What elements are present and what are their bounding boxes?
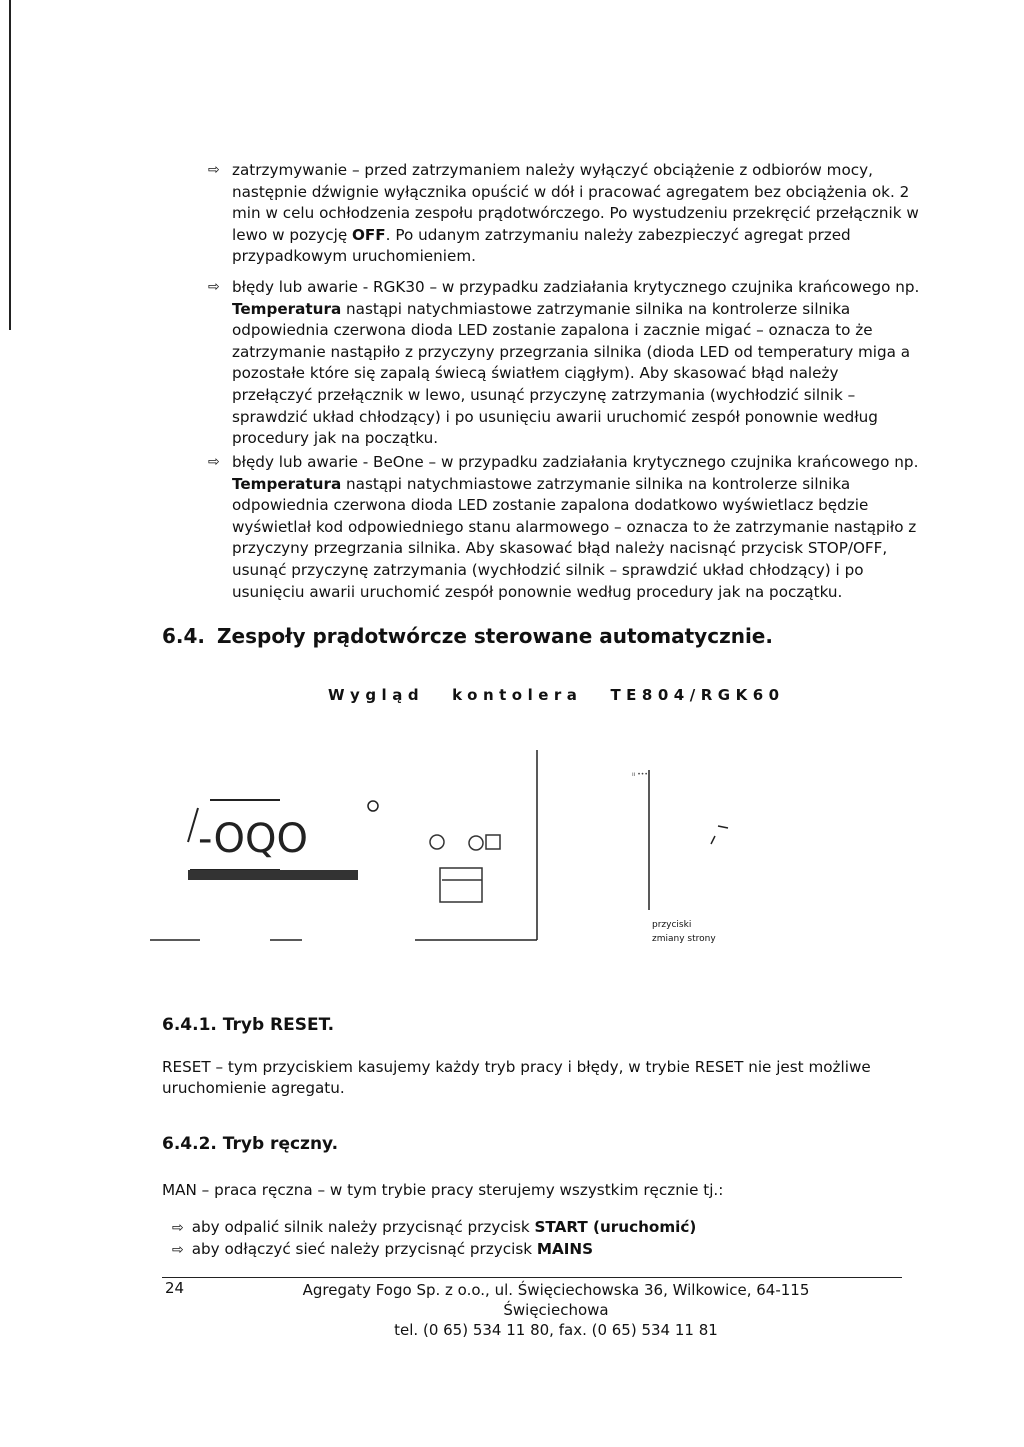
list-item: ⇨ aby odpalić silnik należy przycisnąć przycisk START (uruchomić) — [172, 1218, 697, 1236]
arrow-right-icon: ⇨ — [172, 1220, 184, 1236]
section-heading: 6.4. Zespoły prądotwórcze sterowane automatycznie. — [162, 624, 773, 648]
list-item: ⇨ aby odłączyć sieć należy przycisnąć przycisk MAINS — [172, 1240, 594, 1258]
page-number: 24 — [165, 1279, 185, 1297]
controller-caption: Wygląd kontolera TE804/RGK60 — [328, 686, 785, 704]
arrow-right-icon: ⇨ — [208, 162, 220, 178]
paragraph-stopping: ⇨ zatrzymywanie – przed zatrzymaniem należy wyłączyć obciążenie z odbiorów mocy, następnie dźwignie wyłącznika opuścić w dół i pracować agregatem bez obciążenia ok. 2 min w celu ochłodzenia zespołu prądotwórczego. Po wystudzeniu przekręcić przełącznik w lewo w pozycję OFF. Po udanym zatrzymaniu należy zabezpieczyć agregat przed przypadkowym uruchomieniem. — [208, 161, 919, 266]
logo-banner — [188, 870, 358, 880]
controller-icons — [430, 835, 500, 902]
subsection-reset-text: RESET – tym przyciskiem kasujemy każdy tryb pracy i błędy, w trybie RESET nie jest możliwe uruchomienie agregatu. — [162, 1058, 871, 1097]
arrow-right-icon: ⇨ — [208, 279, 220, 295]
footer-rule — [162, 1277, 902, 1278]
arrow-right-icon: ⇨ — [172, 1242, 184, 1258]
subsection-reset-title: 6.4.1. Tryb RESET. — [162, 1015, 335, 1035]
arrow-right-icon: ⇨ — [208, 454, 220, 470]
paragraph-errors-rgk30: ⇨ błędy lub awarie - RGK30 – w przypadku zadziałania krytycznego czujnika krańcowego np. Temperatura nastąpi natychmiastowe zatrzymanie silnika na kontrolerze silnika odpowiednia czerwona dioda LED zostanie zapalona i zacznie migać – oznacza to że zatrzymanie nastąpiło z przyczyny przegrzania silnika (dioda LED od temperatury miga a pozostałe które się zapalą świecą światłem ciągłym). Aby skasować błąd należy przełączyć przełącznik w lewo, usunąć przyczynę zatrzymania (wychłodzić silnik – sprawdzić układ chłodzący) i po usunięciu awarii uruchomić zespół ponownie według procedury jak na początku. — [208, 278, 920, 448]
controller-figure — [140, 730, 740, 970]
scan-edge-line — [9, 0, 11, 330]
page-buttons-label: przyciski zmiany strony — [652, 920, 716, 944]
logo-text: -OQO — [198, 816, 308, 862]
footer-address: Agregaty Fogo Sp. z o.o., ul. Święciechowska 36, Wilkowice, 64-115 Święciechowa tel. (0 65) 534 11 80, fax. (0 65) 534 11 81 — [302, 1281, 810, 1339]
paragraph-errors-beone: ⇨ błędy lub awarie - BeOne – w przypadku zadziałania krytycznego czujnika krańcowego np. Temperatura nastąpi natychmiastowe zatrzymanie silnika na kontrolerze silnika odpowiednia czerwona dioda LED zostanie zapalona dodatkowo wyświetlacz będzie wyświetlał kod odpowiedniego stanu alarmowego – oznacza to że zatrzymanie nastąpiło z przyczyny przegrzania silnika. Aby skasować błąd należy nacisnąć przycisk STOP/OFF, usunąć przyczynę zatrzymania (wychłodzić silnik – sprawdzić układ chłodzący) i po usunięciu awarii uruchomić zespół ponownie według procedury jak na początku. — [208, 453, 919, 601]
faint-mark: ıı ••• — [632, 771, 648, 778]
subsection-manual-title: 6.4.2. Tryb ręczny. — [162, 1134, 339, 1154]
subsection-manual-text: MAN – praca ręczna – w tym trybie pracy sterujemy wszystkim ręcznie tj.: — [162, 1181, 724, 1199]
